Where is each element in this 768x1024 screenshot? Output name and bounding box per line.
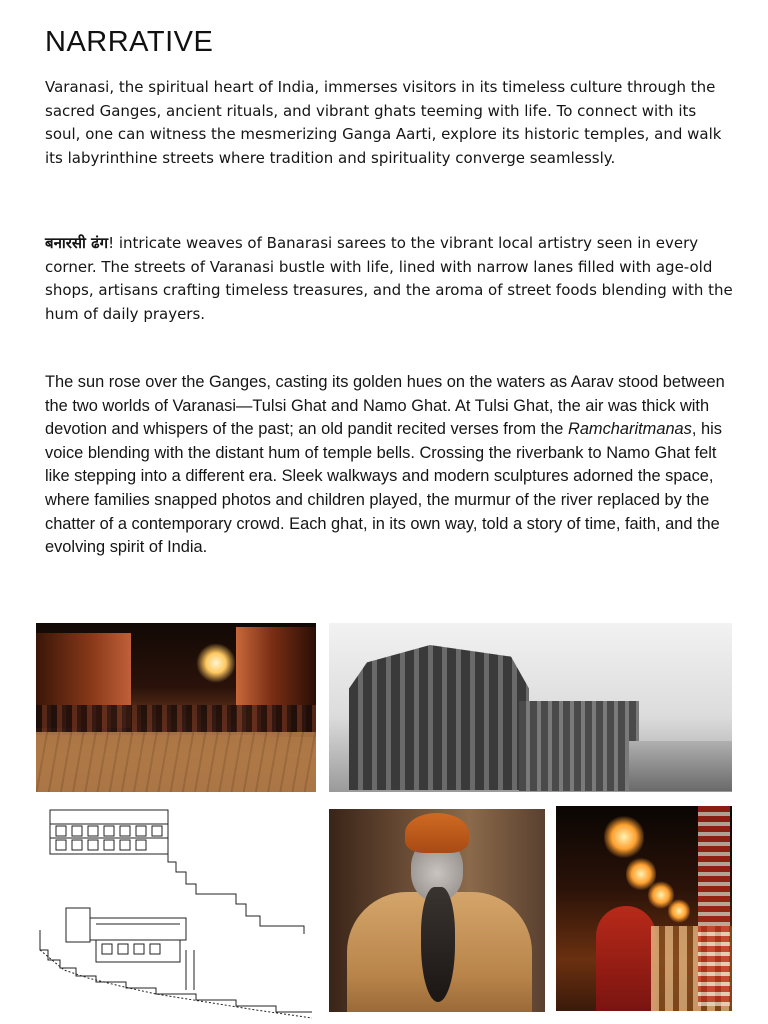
ramcharitmanas-title: Ramcharitmanas bbox=[567, 420, 692, 439]
story-paragraph bbox=[45, 371, 745, 560]
sadhu-portrait-photo bbox=[329, 809, 545, 1012]
ghat-palace-photo bbox=[329, 623, 732, 792]
ganga-aarti-photo bbox=[556, 806, 732, 1011]
street-pavement bbox=[36, 732, 316, 792]
story-text-end: , his voice blending with the distant hum of temple bells. Crossing the riverbank to Namo Ghat felt like stepping into a different era. Sleek walkways and modern sculptures adorned the space, where families snapped photos and children played, the murmur of the river replaced by the chatter of a contemporary crowd. Each ghat, in its own way, told a story of time, faith, and the evolving spirit of India. bbox=[45, 420, 722, 557]
story-text-start: The sun rose over the Ganges, casting its golden hues on the waters as Aarav stood between the two worlds of Varanasi—Tulsi Ghat and Namo Ghat. At Tulsi Ghat, the air was thick with devotion and whispers of the past; an old pandit recited verses from the bbox=[45, 373, 725, 439]
section-drawing-svg bbox=[36, 800, 316, 1024]
aarti-flame bbox=[604, 814, 644, 860]
sadhu-turban bbox=[405, 813, 469, 853]
ghat-section-drawing bbox=[36, 800, 316, 1024]
street-night-photo bbox=[36, 623, 316, 792]
banarasi-paragraph bbox=[45, 232, 735, 326]
banarasi-paragraph-text: ! intricate weaves of Banarasi sarees to the vibrant local artistry seen in every corner. The streets of Varanasi bustle with life, lined with narrow lanes filled with age-old shops, artisans crafting timeless treasures, and the aroma of street foods blending with the hum of daily prayers. bbox=[45, 234, 733, 323]
page-title: NARRATIVE bbox=[45, 26, 214, 58]
aarti-lamp-stand bbox=[698, 806, 730, 1006]
aarti-priest bbox=[596, 906, 656, 1011]
hindi-phrase: बनारसी ढंग bbox=[45, 234, 109, 252]
street-light bbox=[196, 643, 236, 683]
aarti-flame bbox=[668, 898, 690, 924]
palace-main-building bbox=[349, 645, 529, 790]
palace-wing bbox=[519, 701, 639, 791]
palace-distant-buildings bbox=[629, 741, 732, 791]
intro-paragraph: Varanasi, the spiritual heart of India, immerses visitors in its timeless culture through the sacred Ganges, ancient rituals, and vibrant ghats teeming with life. To connect with its soul, one can witness the mesmerizing Ganga Aarti, explore its historic temples, and walk its labyrinthine streets where tradition and spirituality converge seamlessly. bbox=[45, 78, 722, 167]
street-crowd bbox=[36, 705, 316, 735]
sadhu-beard bbox=[421, 887, 455, 1002]
